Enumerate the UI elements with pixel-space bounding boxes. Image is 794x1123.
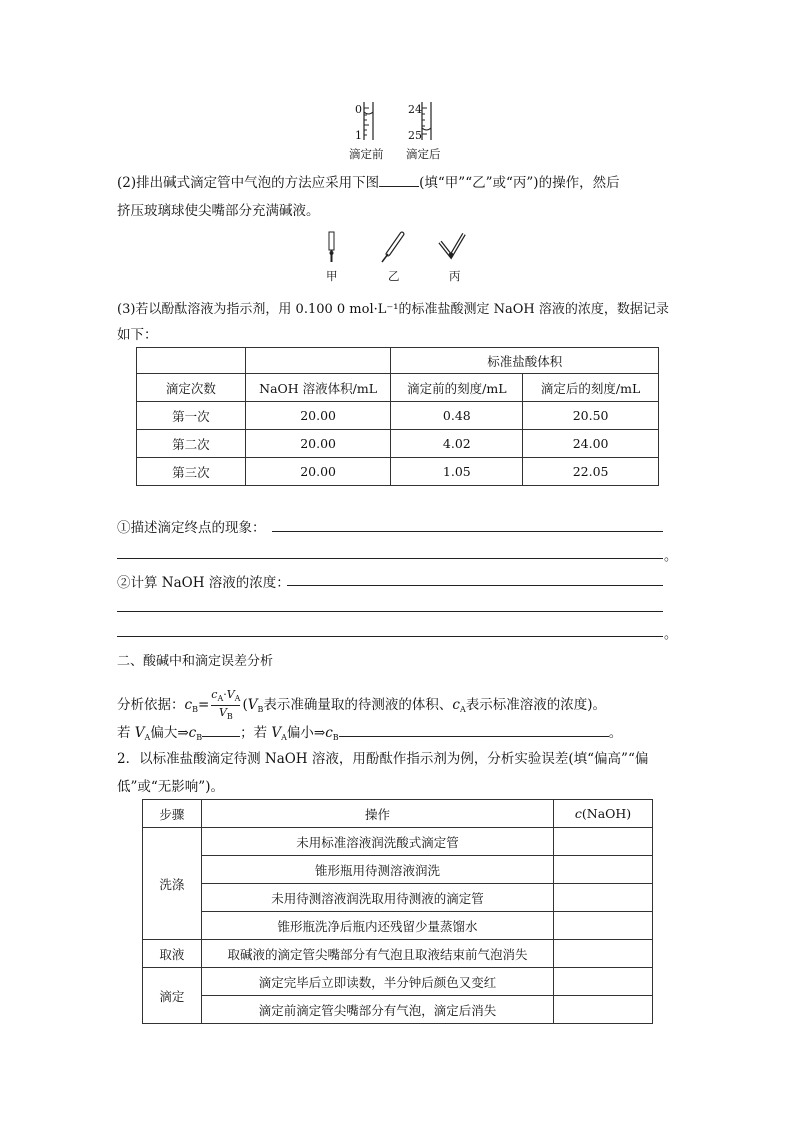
table-cell: 20.50 [523,402,659,430]
label-yi: 乙 [388,269,400,283]
table-cell: 第三次 [137,458,246,486]
table-cell: 4.02 [391,430,523,458]
if-condition-line: 若 $V_A$偏大$\Rightarrow c_B$ ；若 $V_A$偏小$\Rightarrow c_B$ 。 [117,725,623,742]
table-row [143,968,653,996]
answer-cell[interactable] [554,912,653,940]
table-cell: 20.00 [245,458,391,486]
table-cell: 24.00 [523,430,659,458]
table-cell: 1.05 [391,458,523,486]
table-cell: 第二次 [137,430,246,458]
answer-cell[interactable] [554,968,653,996]
op-cell: 锥形瓶洗净后瓶内还残留少量蒸馏水 [201,912,553,940]
header-cell: 滴定前的刻度/mL [391,374,523,402]
table-row [143,912,653,940]
table-row [143,856,653,884]
op-cell: 滴定前滴定管尖嘴部分有气泡，滴定后消失 [201,996,553,1024]
answer-line[interactable] [272,531,663,532]
header-cell: 步骤 [143,800,202,828]
answer-cell[interactable] [554,940,653,968]
op-cell: 未用待测溶液润洗取用待测液的滴定管 [201,884,553,912]
answer-line[interactable] [287,585,663,586]
titration-data-table [136,347,659,486]
q3-item2: ②计算 NaOH 溶液的浓度： [117,575,290,591]
answer-cell[interactable] [554,856,653,884]
q2-line1: (2)排出碱式滴定管中气泡的方法应采用下图 (填“甲”“乙”或“丙”)的操作，然后 [117,175,620,191]
period: 。 [664,549,678,564]
tick-label: 24 [408,103,422,116]
table-row [137,402,659,430]
label-bing: 丙 [449,269,461,283]
methods-drawing [320,228,470,268]
table-cell: 20.00 [245,430,391,458]
op-cell: 取碱液的滴定管尖嘴部分有气泡且取液结束前气泡消失 [201,940,553,968]
table-row [143,996,653,1024]
answer-cell[interactable] [554,884,653,912]
table-row [137,430,659,458]
header-cell: NaOH 溶液体积/mL [245,374,391,402]
label-jia: 甲 [326,269,338,283]
group-header: 标准盐酸体积 [391,348,659,374]
table-row [143,940,653,968]
answer-blank[interactable] [202,724,240,737]
analysis-basis: 分析依据：$c_B=$ $\frac{c_A\cdot V_A}{V_B}$ ($V_B$表示准确量取的待测液的体积、$c_A$表示标准溶液的浓度)。 [117,688,606,721]
caption-after: 滴定后 [406,147,441,161]
op-cell: 锥形瓶用待测溶液润洗 [201,856,553,884]
q2b-line1: 2．以标准盐酸滴定待测 NaOH 溶液，用酚酞作指示剂为例，分析实验误差(填“偏高”“偏 [117,751,649,767]
caption-before: 滴定前 [349,147,384,161]
tick-label: 25 [408,129,422,142]
section-title: 二、酸碱中和滴定误差分析 [117,654,274,669]
table-row [137,458,659,486]
table-cell: 22.05 [523,458,659,486]
header-cell: 滴定次数 [137,374,246,402]
tick-label: 0 [355,103,362,116]
table-cell [137,348,246,374]
header-cell: 操作 [201,800,553,828]
step-cell: 滴定 [143,968,202,1024]
answer-line[interactable] [117,636,663,637]
table-cell: 20.00 [245,402,391,430]
table-row [143,828,653,856]
q3-line2: 如下： [117,327,158,343]
step-cell: 洗涤 [143,828,202,940]
step-cell: 取液 [143,940,202,968]
q2-line2: 挤压玻璃球使尖嘴部分充满碱液。 [117,203,320,219]
header-cell: c(NaOH) [554,800,653,828]
answer-cell[interactable] [554,996,653,1024]
answer-line[interactable] [117,558,663,559]
answer-cell[interactable] [554,828,653,856]
table-cell: 0.48 [391,402,523,430]
q3-line1: (3)若以酚酞溶液为指示剂，用 0.100 0 mol·L⁻¹的标准盐酸测定 NaOH 溶液的浓度，数据记录 [117,302,669,317]
q3-item1: ①描述滴定终点的现象： [117,520,266,536]
period: 。 [664,627,678,642]
answer-line[interactable] [117,611,663,612]
table-row [143,884,653,912]
op-cell: 未用标准溶液润洗酸式滴定管 [201,828,553,856]
header-cell: 滴定后的刻度/mL [523,374,659,402]
answer-blank[interactable] [339,724,609,737]
table-cell: 第一次 [137,402,246,430]
error-analysis-table [142,799,653,1024]
table-cell [245,348,391,374]
q2b-line2: 低”或“无影响”)。 [117,779,224,795]
answer-blank[interactable] [379,174,419,187]
op-cell: 滴定完毕后立即读数，半分钟后颜色又变红 [201,968,553,996]
tick-label: 1 [355,129,362,142]
